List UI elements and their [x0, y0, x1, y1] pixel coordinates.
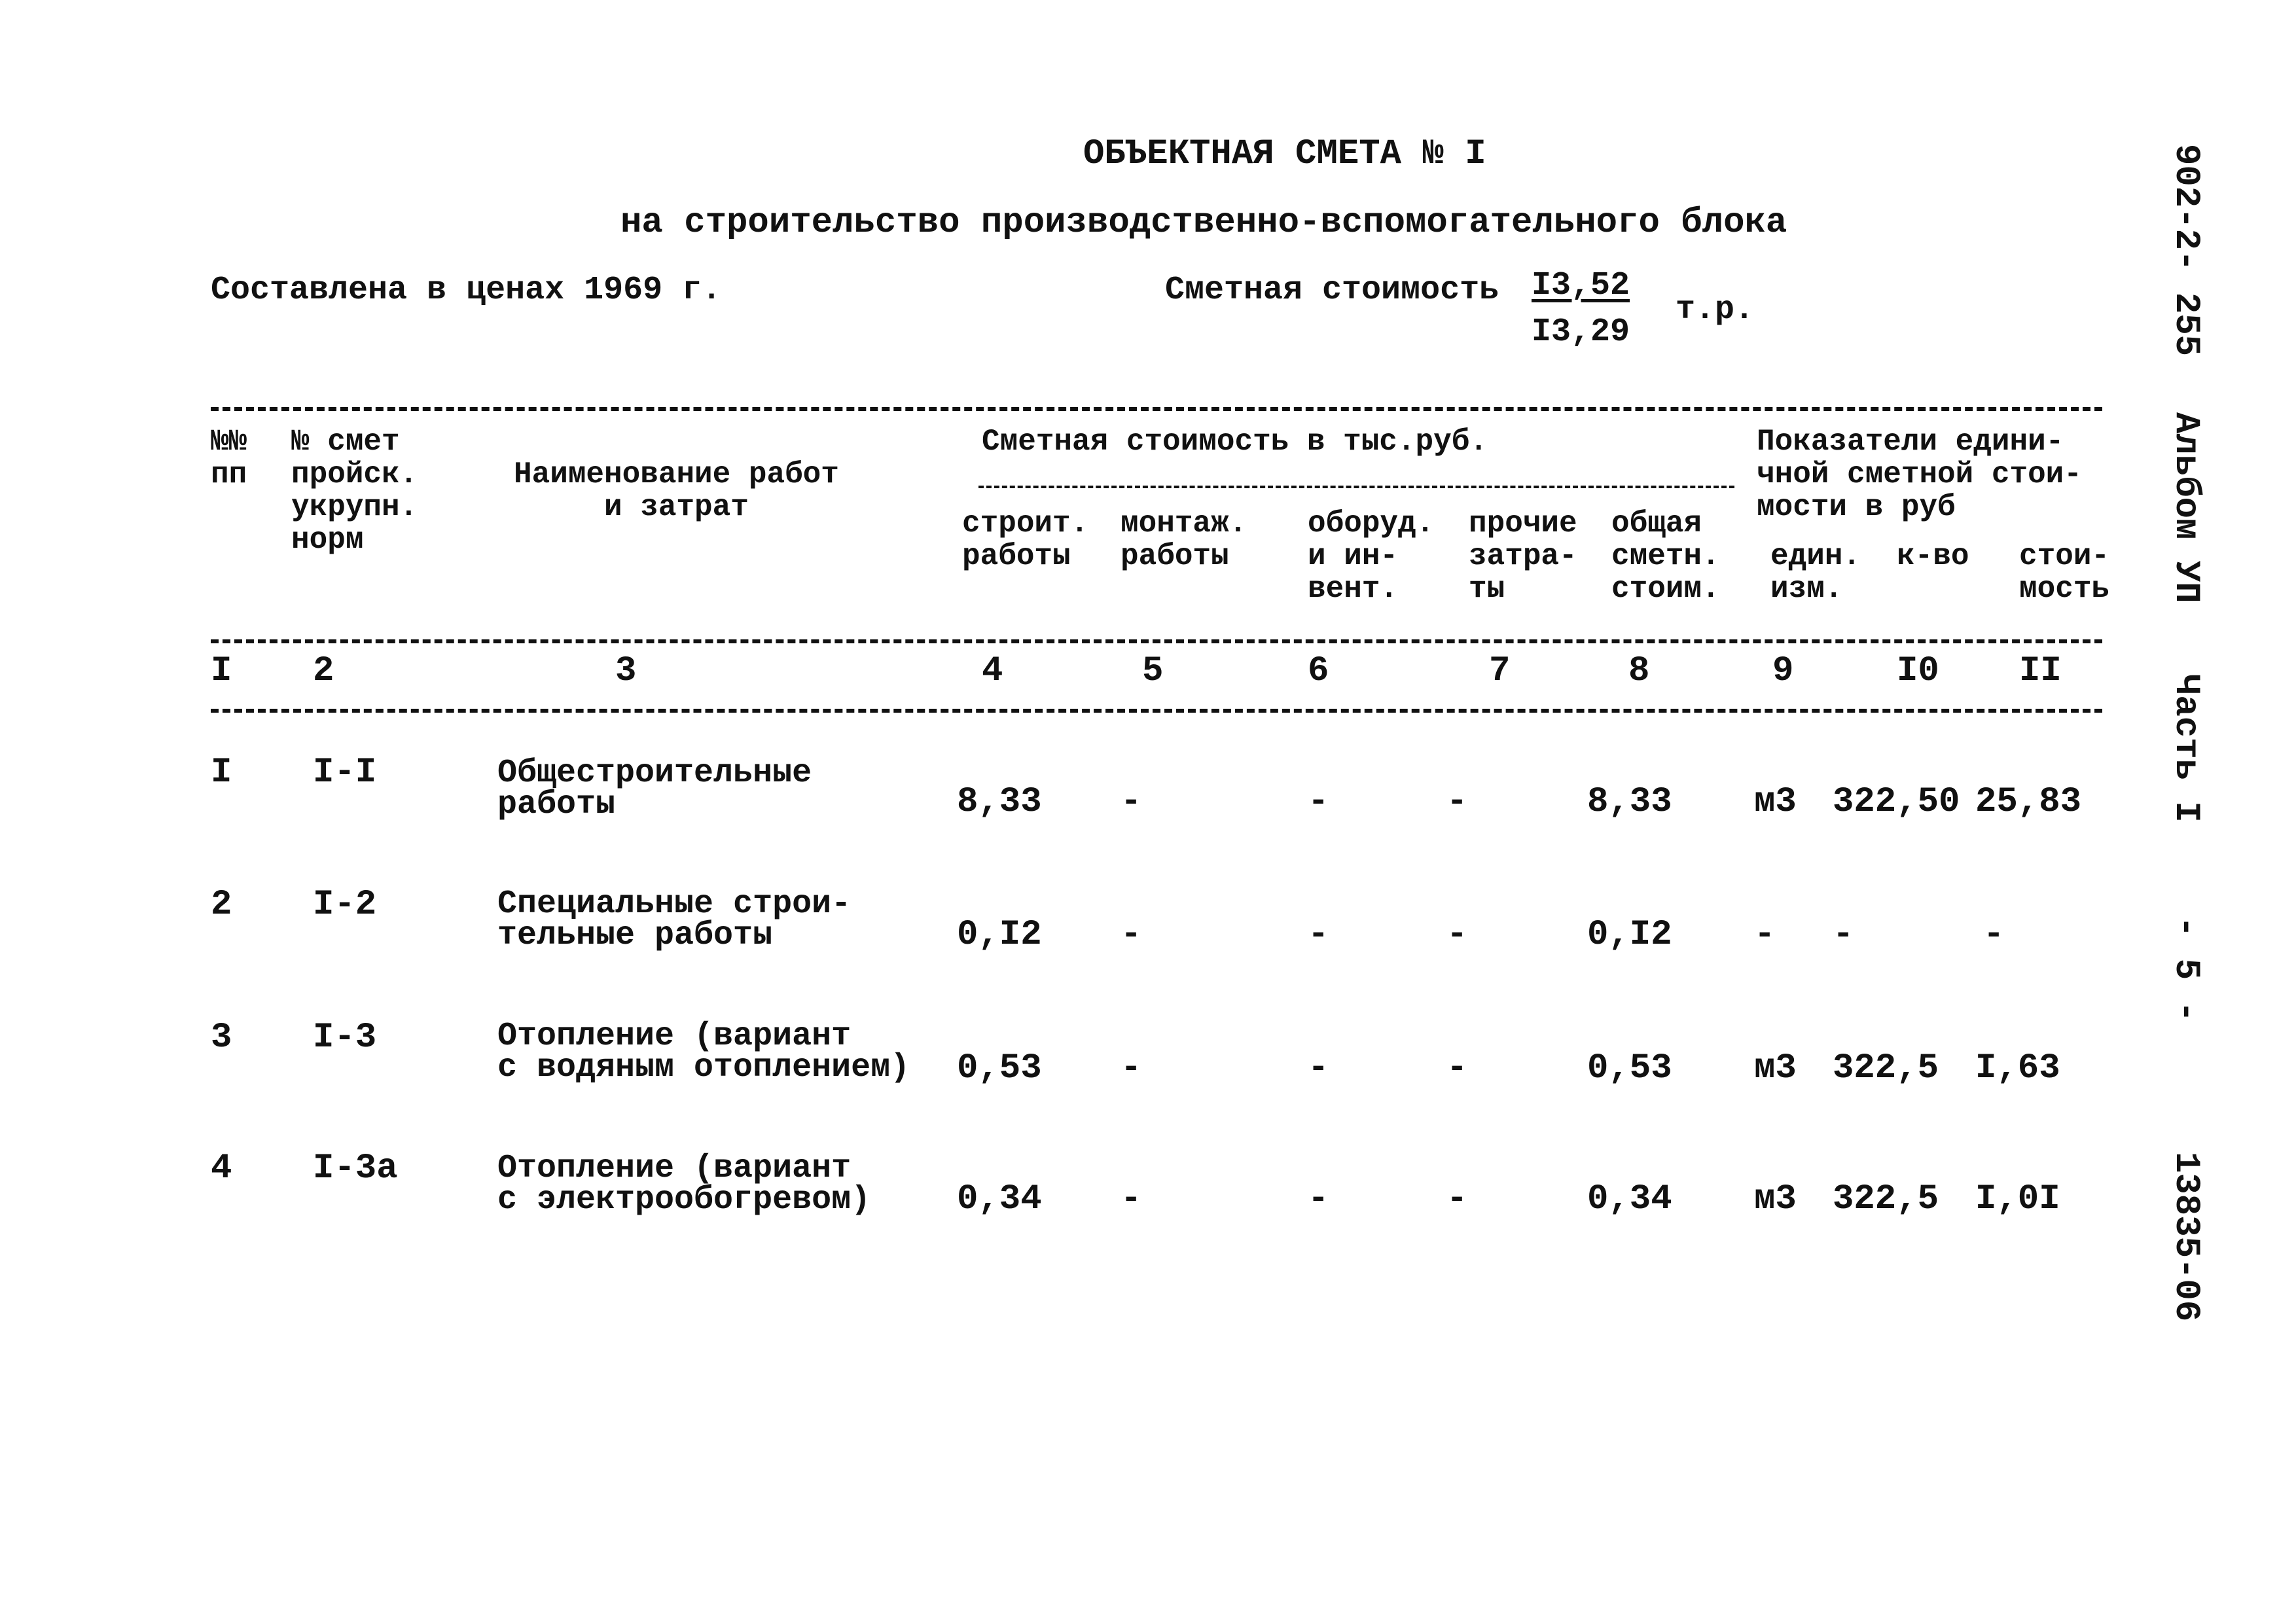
header-equipment: оборуд. и ин- вент. [1308, 507, 1435, 606]
header-work-name: Наименование работ и затрат [514, 457, 839, 524]
margin-part: Часть I [2166, 674, 2206, 823]
cost-numerator: I3,52 [1532, 267, 1630, 304]
row-number: 3 [211, 1018, 232, 1058]
column-number: 4 [982, 651, 1003, 691]
row-estimate-ref: I-2 [313, 885, 377, 925]
row-quantity: - [1833, 915, 1854, 955]
row-work-name: Отопление (вариант с водяным отоплением) [497, 1018, 910, 1086]
row-construction-cost: 0,34 [957, 1179, 1042, 1219]
row-estimate-ref: I-3а [313, 1149, 398, 1188]
row-unit: м3 [1754, 782, 1797, 822]
header-unit: един. изм. [1770, 539, 1861, 606]
header-total-cost: общая сметн. стоим. [1611, 507, 1720, 606]
document-subtitle: на строительство производственно-вспомогательного блока [620, 203, 1787, 243]
row-number: I [211, 753, 232, 793]
table-top-rule [211, 407, 2102, 411]
margin-album: Альбом УП [2166, 412, 2206, 603]
row-installation-cost: - [1121, 782, 1142, 822]
row-construction-cost: 0,I2 [957, 915, 1042, 955]
row-unit-cost: - [1983, 915, 2005, 955]
column-number: 9 [1772, 651, 1794, 691]
column-number: II [2019, 651, 2062, 691]
header-quantity: к-во [1897, 539, 1969, 573]
row-quantity: 322,5 [1833, 1048, 1939, 1088]
header-row-number: №№ пп [211, 425, 247, 491]
row-quantity: 322,5 [1833, 1179, 1939, 1219]
cost-unit: т.р. [1676, 291, 1755, 329]
row-unit-cost: I,63 [1975, 1048, 2060, 1088]
row-other-cost: - [1446, 915, 1468, 955]
estimated-cost-fraction [1532, 267, 1630, 351]
row-unit-cost: I,0I [1975, 1179, 2060, 1219]
row-unit: м3 [1754, 1048, 1797, 1088]
row-other-cost: - [1446, 782, 1468, 822]
row-total-cost: 8,33 [1587, 782, 1672, 822]
row-construction-cost: 8,33 [957, 782, 1042, 822]
column-number: 6 [1308, 651, 1329, 691]
row-installation-cost: - [1121, 1179, 1142, 1219]
row-work-name: Общестроительные работы [497, 755, 812, 823]
row-total-cost: 0,34 [1587, 1179, 1672, 1219]
margin-inventory-number: 13835-06 [2166, 1152, 2206, 1322]
header-construction-works: строит. работы [962, 507, 1089, 573]
document-title: ОБЪЕКТНАЯ СМЕТА № I [1083, 134, 1486, 174]
header-group-unit-indicators: Показатели едини- чной сметной стои- мости в руб [1757, 425, 2082, 524]
row-quantity: 322,50 [1833, 782, 1960, 822]
row-unit-cost: 25,83 [1975, 782, 2082, 822]
column-number: I [211, 651, 232, 691]
header-estimate-ref: № смет пройск. укрупн. норм [291, 425, 418, 557]
row-work-name: Специальные строи- тельные работы [497, 885, 852, 954]
row-installation-cost: - [1121, 1048, 1142, 1088]
header-bottom-rule [211, 639, 2102, 643]
row-number: 4 [211, 1149, 232, 1188]
cost-denominator: I3,29 [1532, 313, 1630, 351]
column-number: 5 [1142, 651, 1164, 691]
row-unit: м3 [1754, 1179, 1797, 1219]
margin-page: - 5 - [2166, 916, 2206, 1023]
row-other-cost: - [1446, 1048, 1468, 1088]
margin-code: 902-2- 255 [2166, 144, 2206, 357]
prices-note: Составлена в ценах 1969 г. [211, 272, 722, 309]
column-number: 7 [1489, 651, 1511, 691]
row-unit: - [1754, 915, 1776, 955]
row-equipment-cost: - [1308, 782, 1329, 822]
row-estimate-ref: I-I [313, 753, 377, 793]
header-group-cost: Сметная стоимость в тыс.руб. [982, 425, 1488, 459]
cost-group-rule [978, 486, 1734, 488]
row-number: 2 [211, 885, 232, 925]
row-equipment-cost: - [1308, 1048, 1329, 1088]
header-installation-works: монтаж. работы [1121, 507, 1247, 573]
row-estimate-ref: I-3 [313, 1018, 377, 1058]
row-total-cost: 0,I2 [1587, 915, 1672, 955]
cost-label: Сметная стоимость [1165, 272, 1499, 309]
column-numbers-rule [211, 709, 2102, 713]
column-number: 8 [1628, 651, 1650, 691]
row-other-cost: - [1446, 1179, 1468, 1219]
row-total-cost: 0,53 [1587, 1048, 1672, 1088]
row-installation-cost: - [1121, 915, 1142, 955]
header-unit-cost: стои- мость [2019, 539, 2110, 606]
row-work-name: Отопление (вариант с электрообогревом) [497, 1150, 871, 1219]
row-construction-cost: 0,53 [957, 1048, 1042, 1088]
row-equipment-cost: - [1308, 1179, 1329, 1219]
column-number: I0 [1897, 651, 1939, 691]
column-number: 3 [615, 651, 637, 691]
header-other-costs: прочие затра- ты [1469, 507, 1577, 606]
column-number: 2 [313, 651, 334, 691]
row-equipment-cost: - [1308, 915, 1329, 955]
